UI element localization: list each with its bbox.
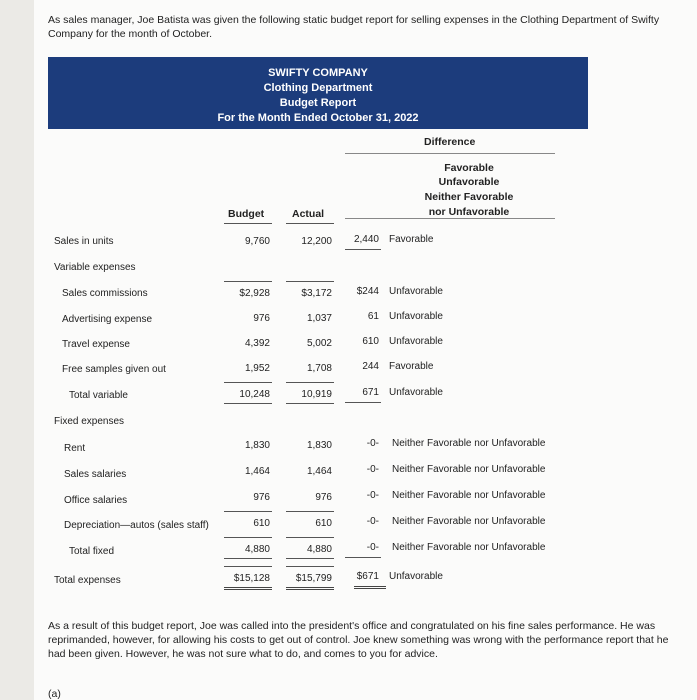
- legend-neither: Neither Favorable: [424, 191, 514, 203]
- budget-value: 976: [253, 313, 270, 324]
- report-title: Budget Report: [279, 97, 357, 109]
- actual-value: $3,172: [301, 288, 332, 299]
- difference-value: 244: [362, 361, 379, 372]
- underline: [345, 557, 381, 558]
- underline: [224, 537, 272, 538]
- double-underline: [286, 587, 334, 590]
- actual-value: 610: [315, 518, 332, 529]
- difference-status: Favorable: [389, 361, 434, 372]
- difference-value: -0-: [366, 516, 379, 527]
- intro-paragraph: As sales manager, Joe Batista was given the following static budget report for selling expenses in the Clothing Department of Swifty Company for the month of October.: [48, 14, 660, 40]
- row-label: Total expenses: [54, 575, 121, 586]
- difference-status: Neither Favorable nor Unfavorable: [392, 464, 546, 475]
- actual-column-header: Actual: [292, 208, 325, 220]
- underline: [224, 382, 272, 383]
- budget-value: 9,760: [244, 236, 270, 247]
- difference-status: Neither Favorable nor Unfavorable: [392, 490, 546, 501]
- underline: [224, 566, 272, 567]
- row-label: Sales commissions: [62, 288, 148, 299]
- row-label: Fixed expenses: [54, 416, 125, 427]
- difference-value: $671: [356, 571, 379, 582]
- legend-nor-unfavorable: nor Unfavorable: [428, 206, 510, 218]
- row-label: Depreciation—autos (sales staff): [64, 520, 209, 531]
- difference-value: 610: [362, 336, 379, 347]
- budget-value: 1,830: [244, 440, 270, 451]
- underline: [224, 511, 272, 512]
- row-label: Total variable: [69, 390, 128, 401]
- difference-value: -0-: [366, 438, 379, 449]
- outro-paragraph: As a result of this budget report, Joe was called into the president's office and congratulated on his fine sales performance. He was reprimanded, however, for allowing his costs to get out of control. Joe knew something was wrong with the performance report that he had been given. However, he was not sure what to do, and comes to you for advice.: [48, 620, 669, 660]
- legend-unfavorable: Unfavorable: [438, 176, 500, 188]
- difference-value: -0-: [366, 490, 379, 501]
- actual-value: 5,002: [306, 338, 332, 349]
- company-name: SWIFTY COMPANY: [268, 67, 368, 79]
- actual-value: 1,464: [306, 466, 332, 477]
- underline: [224, 403, 272, 404]
- budget-value: $2,928: [239, 288, 270, 299]
- row-label: Free samples given out: [62, 364, 166, 375]
- actual-value: 10,919: [301, 389, 332, 400]
- underline: [286, 566, 334, 567]
- difference-legend-rule: [345, 218, 555, 219]
- report-period: For the Month Ended October 31, 2022: [217, 112, 419, 124]
- underline: [286, 537, 334, 538]
- row-label: Office salaries: [64, 495, 128, 506]
- actual-value: $15,799: [295, 573, 332, 584]
- difference-header-rule: [345, 153, 555, 154]
- difference-status: Unfavorable: [389, 336, 443, 347]
- underline: [224, 558, 272, 559]
- budget-value: 1,952: [244, 363, 270, 374]
- difference-value: $244: [356, 286, 379, 297]
- budget-column-header: Budget: [228, 208, 265, 220]
- actual-header-rule: [286, 223, 334, 224]
- budget-value: $15,128: [233, 573, 270, 584]
- budget-value: 610: [253, 518, 270, 529]
- worksheet-page: [34, 0, 697, 700]
- underline: [224, 281, 272, 282]
- double-underline: [224, 587, 272, 590]
- difference-status: Unfavorable: [389, 311, 443, 322]
- actual-value: 1,830: [306, 440, 332, 451]
- difference-status: Unfavorable: [389, 286, 443, 297]
- difference-value: 2,440: [353, 234, 379, 245]
- actual-value: 12,200: [301, 236, 332, 247]
- actual-value: 1,708: [306, 363, 332, 374]
- report-header-banner: [48, 57, 588, 129]
- difference-value: -0-: [366, 464, 379, 475]
- row-label: Travel expense: [62, 339, 130, 350]
- difference-status: Neither Favorable nor Unfavorable: [392, 542, 546, 553]
- underline: [286, 403, 334, 404]
- difference-status: Favorable: [389, 234, 434, 245]
- difference-header: Difference: [424, 136, 476, 148]
- row-label: Sales in units: [54, 236, 114, 247]
- difference-status: Neither Favorable nor Unfavorable: [392, 438, 546, 449]
- underline: [286, 511, 334, 512]
- department-name: Clothing Department: [263, 82, 373, 94]
- underline: [345, 249, 381, 250]
- row-label: Total fixed: [69, 546, 115, 557]
- difference-status: Unfavorable: [389, 571, 443, 582]
- budget-value: 1,464: [244, 466, 270, 477]
- row-label: Sales salaries: [64, 469, 127, 480]
- row-label: Advertising expense: [62, 314, 153, 325]
- row-label: Rent: [64, 443, 86, 454]
- budget-header-rule: [224, 223, 272, 224]
- actual-value: 1,037: [306, 313, 332, 324]
- budget-value: 976: [253, 492, 270, 503]
- legend-favorable: Favorable: [444, 162, 494, 174]
- underline: [286, 382, 334, 383]
- difference-value: 671: [362, 387, 379, 398]
- actual-value: 976: [315, 492, 332, 503]
- part-label: (a): [48, 688, 61, 700]
- difference-status: Neither Favorable nor Unfavorable: [392, 516, 546, 527]
- difference-value: -0-: [366, 542, 379, 553]
- budget-value: 10,248: [239, 389, 270, 400]
- underline: [286, 281, 334, 282]
- difference-value: 61: [367, 311, 379, 322]
- double-underline: [354, 586, 386, 589]
- difference-status: Unfavorable: [389, 387, 443, 398]
- budget-value: 4,392: [244, 338, 270, 349]
- budget-value: 4,880: [244, 544, 270, 555]
- underline: [286, 558, 334, 559]
- row-label: Variable expenses: [54, 262, 136, 273]
- actual-value: 4,880: [306, 544, 332, 555]
- underline: [345, 402, 381, 403]
